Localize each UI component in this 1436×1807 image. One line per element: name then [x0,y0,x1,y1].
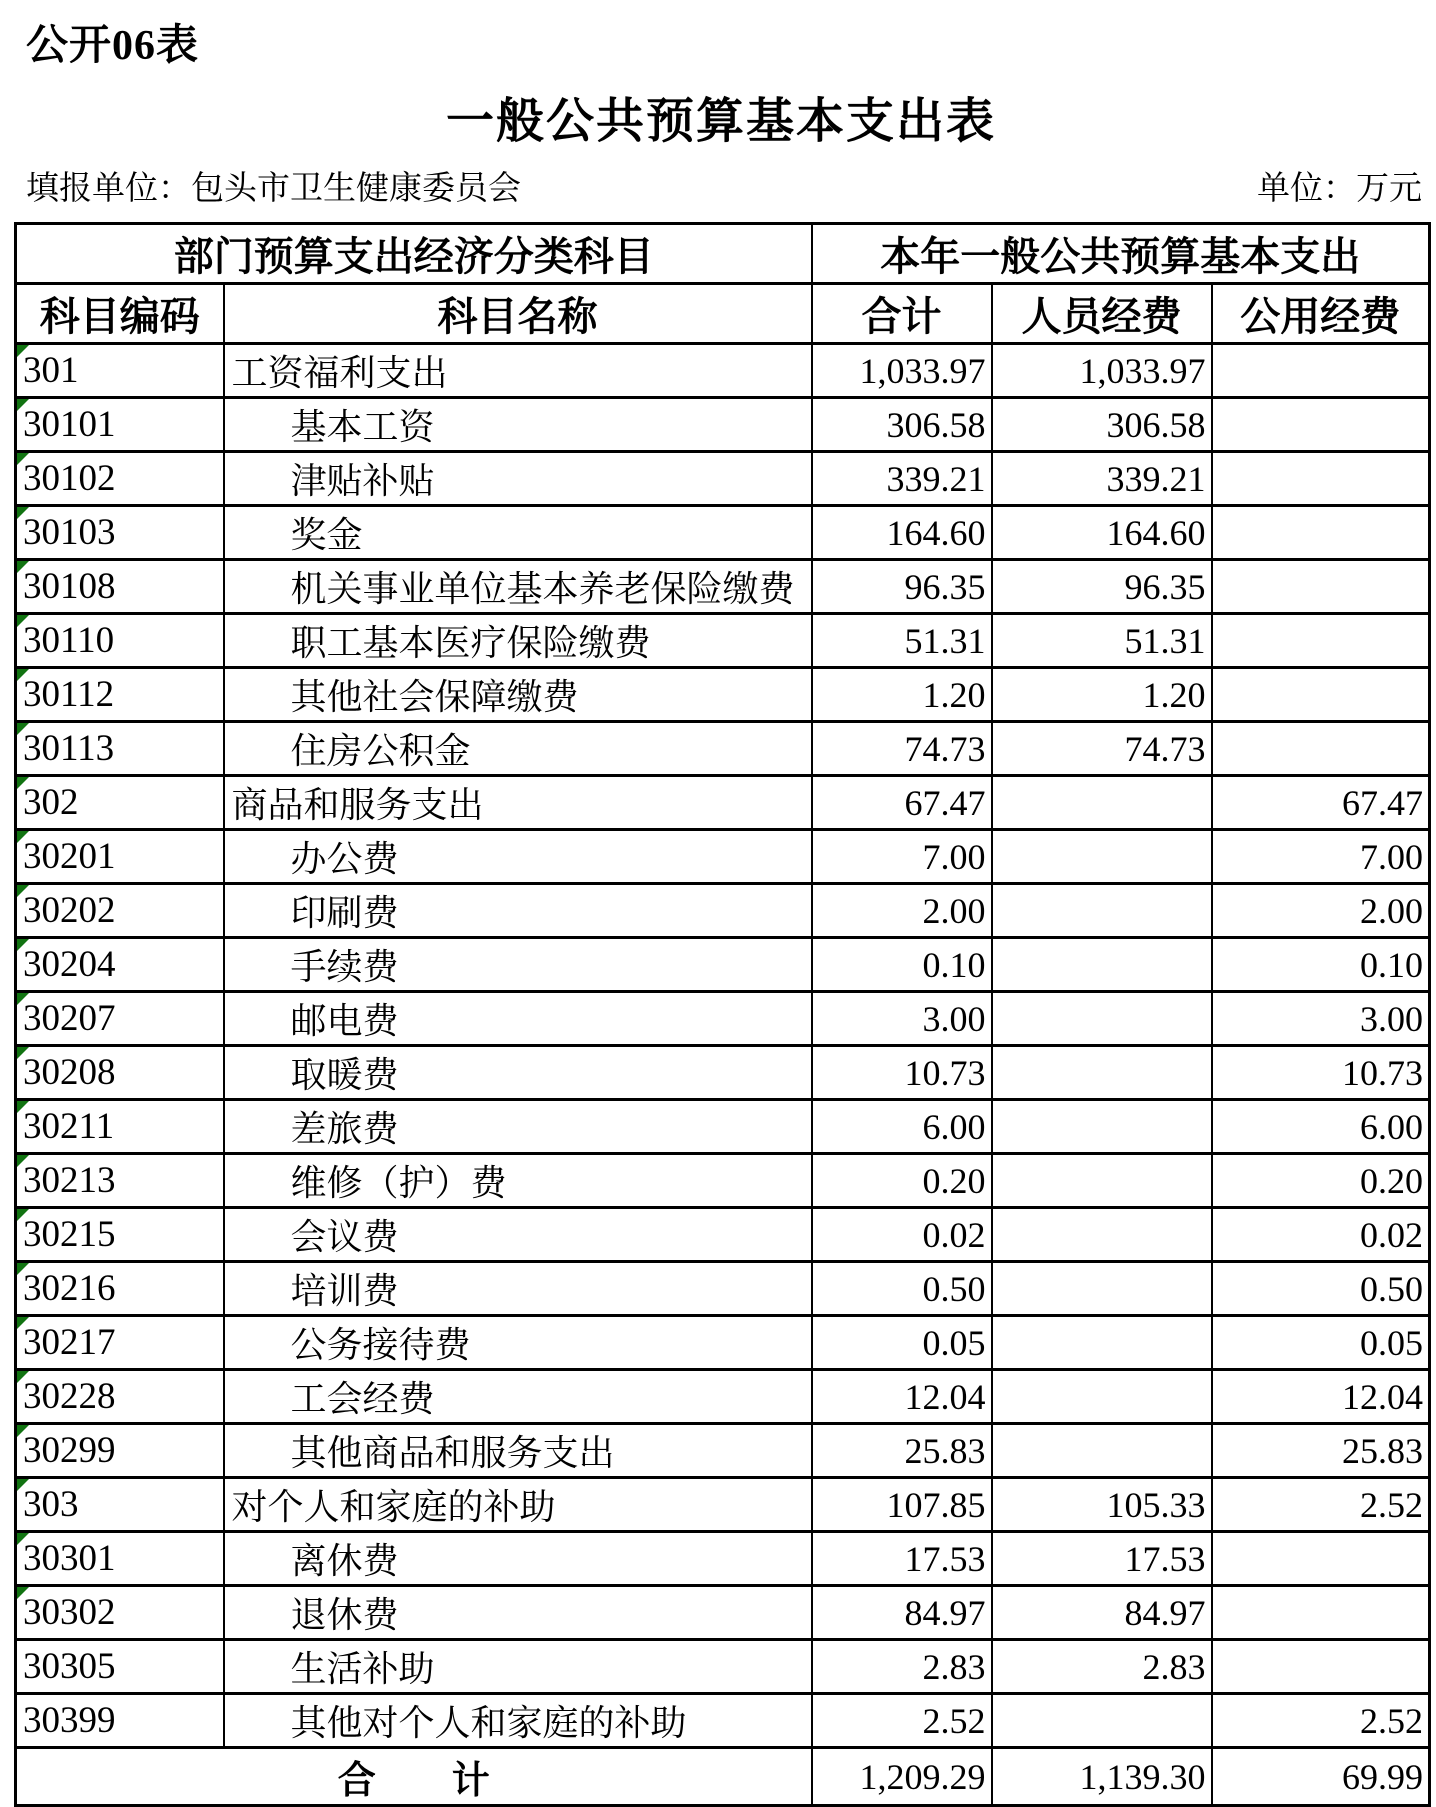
subject-code-cell: 30302 [16,1586,224,1640]
personnel-cell [992,776,1212,830]
total-cell: 306.58 [812,398,992,452]
public-cell [1212,614,1430,668]
subject-code-cell: 30215 [16,1208,224,1262]
table-row-30202 [16,884,1430,938]
public-cell [1212,344,1430,398]
subject-name-cell: 印刷费 [224,884,812,938]
subject-code-cell: 30299 [16,1424,224,1478]
personnel-cell [992,1208,1212,1262]
public-cell: 67.47 [1212,776,1430,830]
public-cell: 0.20 [1212,1154,1430,1208]
table-row-30204 [16,938,1430,992]
subject-name-cell: 其他商品和服务支出 [224,1424,812,1478]
personnel-cell: 306.58 [992,398,1212,452]
subject-name-cell: 职工基本医疗保险缴费 [224,614,812,668]
personnel-cell [992,884,1212,938]
total-cell: 84.97 [812,1586,992,1640]
subject-name-cell: 商品和服务支出 [224,776,812,830]
table-row-30216 [16,1262,1430,1316]
personnel-cell [992,830,1212,884]
personnel-cell [992,1424,1212,1478]
subject-code-cell: 30211 [16,1100,224,1154]
column-header-subject-code: 科目编码 [16,284,224,344]
subject-name-cell: 培训费 [224,1262,812,1316]
column-header-public: 公用经费 [1212,284,1430,344]
subject-code-cell: 30113 [16,722,224,776]
personnel-cell: 339.21 [992,452,1212,506]
header-group-right: 本年一般公共预算基本支出 [812,224,1430,284]
subject-name-cell: 奖金 [224,506,812,560]
total-cell: 0.50 [812,1262,992,1316]
subject-code-cell: 30101 [16,398,224,452]
total-cell: 339.21 [812,452,992,506]
public-cell [1212,560,1430,614]
total-cell: 0.10 [812,938,992,992]
subject-code-cell: 30217 [16,1316,224,1370]
table-row-303 [16,1478,1430,1532]
subject-name-cell: 工资福利支出 [224,344,812,398]
header-group-row [16,224,1430,284]
column-header-subject-name: 科目名称 [224,284,812,344]
subject-code-cell: 301 [16,344,224,398]
subject-code-cell: 30103 [16,506,224,560]
table-row-30112 [16,668,1430,722]
table-row-30113 [16,722,1430,776]
subject-code-cell: 30102 [16,452,224,506]
personnel-cell [992,1046,1212,1100]
total-cell: 7.00 [812,830,992,884]
personnel-cell: 74.73 [992,722,1212,776]
table-row-30301 [16,1532,1430,1586]
total-cell: 2.83 [812,1640,992,1694]
table-row-30217 [16,1316,1430,1370]
table-row-302 [16,776,1430,830]
total-cell: 0.20 [812,1154,992,1208]
table-row-30101 [16,398,1430,452]
column-header-total: 合计 [812,284,992,344]
total-cell: 74.73 [812,722,992,776]
total-cell: 96.35 [812,560,992,614]
subject-name-cell: 手续费 [224,938,812,992]
total-cell: 10.73 [812,1046,992,1100]
column-header-personnel: 人员经费 [992,284,1212,344]
subject-code-cell: 302 [16,776,224,830]
subject-name-cell: 离休费 [224,1532,812,1586]
personnel-cell: 1,033.97 [992,344,1212,398]
total-cell: 6.00 [812,1100,992,1154]
personnel-cell: 84.97 [992,1586,1212,1640]
table-row-30102 [16,452,1430,506]
total-cell: 107.85 [812,1478,992,1532]
header-group-left: 部门预算支出经济分类科目 [16,224,812,284]
subject-name-cell: 其他社会保障缴费 [224,668,812,722]
table-row-30110 [16,614,1430,668]
subject-name-cell: 差旅费 [224,1100,812,1154]
subject-code-cell: 30201 [16,830,224,884]
page-title: 一般公共预算基本支出表 [445,95,996,148]
public-cell: 0.05 [1212,1316,1430,1370]
table-row-30302 [16,1586,1430,1640]
personnel-cell: 51.31 [992,614,1212,668]
subject-name-cell: 其他对个人和家庭的补助 [224,1694,812,1748]
table-row-30208 [16,1046,1430,1100]
total-cell: 17.53 [812,1532,992,1586]
public-cell: 6.00 [1212,1100,1430,1154]
header-column-row [16,284,1430,344]
subject-name-cell: 工会经费 [224,1370,812,1424]
total-cell: 1,209.29 [812,1748,992,1806]
subject-name-cell: 办公费 [224,830,812,884]
subject-name-cell: 基本工资 [224,398,812,452]
table-row-30201 [16,830,1430,884]
subject-code-cell: 30301 [16,1532,224,1586]
subject-code-cell: 30228 [16,1370,224,1424]
table-row-30207 [16,992,1430,1046]
table-row-30305 [16,1640,1430,1694]
public-cell: 3.00 [1212,992,1430,1046]
total-cell: 1.20 [812,668,992,722]
public-cell: 25.83 [1212,1424,1430,1478]
personnel-cell [992,992,1212,1046]
public-cell [1212,668,1430,722]
subject-code-cell: 30110 [16,614,224,668]
subject-code-cell: 30213 [16,1154,224,1208]
total-cell: 51.31 [812,614,992,668]
public-cell [1212,506,1430,560]
personnel-cell: 17.53 [992,1532,1212,1586]
personnel-cell: 2.83 [992,1640,1212,1694]
total-cell: 12.04 [812,1370,992,1424]
public-cell: 2.52 [1212,1694,1430,1748]
subject-name-cell: 维修（护）费 [224,1154,812,1208]
personnel-cell: 164.60 [992,506,1212,560]
table-body [16,344,1430,1748]
personnel-cell: 105.33 [992,1478,1212,1532]
personnel-cell [992,1154,1212,1208]
total-cell: 25.83 [812,1424,992,1478]
table-row-30103 [16,506,1430,560]
personnel-cell: 96.35 [992,560,1212,614]
personnel-cell [992,1370,1212,1424]
public-cell: 0.50 [1212,1262,1430,1316]
public-cell [1212,1532,1430,1586]
subject-name-cell: 住房公积金 [224,722,812,776]
public-cell: 2.00 [1212,884,1430,938]
public-cell: 2.52 [1212,1478,1430,1532]
personnel-cell [992,1694,1212,1748]
public-cell [1212,722,1430,776]
total-cell: 164.60 [812,506,992,560]
subject-code-cell: 303 [16,1478,224,1532]
reporting-unit: 填报单位：包头市卫生健康委员会 [26,171,521,207]
public-cell: 10.73 [1212,1046,1430,1100]
public-cell [1212,452,1430,506]
public-cell [1212,1640,1430,1694]
subject-code-cell: 30207 [16,992,224,1046]
total-cell: 0.02 [812,1208,992,1262]
table-row-30211 [16,1100,1430,1154]
total-row [16,1748,1430,1806]
table-row-301 [16,344,1430,398]
doc-number-label: 公开06表 [26,23,200,69]
subject-code-cell: 30112 [16,668,224,722]
public-cell [1212,398,1430,452]
table-row-30213 [16,1154,1430,1208]
subject-code-cell: 30204 [16,938,224,992]
subject-name-cell: 津贴补贴 [224,452,812,506]
public-cell: 69.99 [1212,1748,1430,1806]
public-cell: 0.02 [1212,1208,1430,1262]
public-cell [1212,1586,1430,1640]
table-row-30108 [16,560,1430,614]
total-cell: 1,033.97 [812,344,992,398]
personnel-cell: 1.20 [992,668,1212,722]
total-row-label: 合 计 [16,1748,812,1806]
budget-table [14,222,1431,1807]
personnel-cell [992,1262,1212,1316]
subject-code-cell: 30108 [16,560,224,614]
subject-name-cell: 取暖费 [224,1046,812,1100]
table-row-30299 [16,1424,1430,1478]
public-cell: 7.00 [1212,830,1430,884]
subject-name-cell: 生活补助 [224,1640,812,1694]
subject-code-cell: 30399 [16,1694,224,1748]
table-row-30399 [16,1694,1430,1748]
subject-code-cell: 30216 [16,1262,224,1316]
meta-row [14,162,1428,209]
total-cell: 3.00 [812,992,992,1046]
personnel-cell [992,1316,1212,1370]
total-cell: 2.00 [812,884,992,938]
personnel-cell: 1,139.30 [992,1748,1212,1806]
subject-name-cell: 对个人和家庭的补助 [224,1478,812,1532]
public-cell: 0.10 [1212,938,1430,992]
public-cell: 12.04 [1212,1370,1430,1424]
table-row-30228 [16,1370,1430,1424]
subject-code-cell: 30202 [16,884,224,938]
subject-code-cell: 30208 [16,1046,224,1100]
table-row-30215 [16,1208,1430,1262]
subject-name-cell: 会议费 [224,1208,812,1262]
personnel-cell [992,1100,1212,1154]
total-cell: 2.52 [812,1694,992,1748]
subject-code-cell: 30305 [16,1640,224,1694]
total-cell: 67.47 [812,776,992,830]
subject-name-cell: 退休费 [224,1586,812,1640]
subject-name-cell: 邮电费 [224,992,812,1046]
unit-note: 单位：万元 [1257,171,1422,207]
total-cell: 0.05 [812,1316,992,1370]
personnel-cell [992,938,1212,992]
subject-name-cell: 机关事业单位基本养老保险缴费 [224,560,812,614]
subject-name-cell: 公务接待费 [224,1316,812,1370]
